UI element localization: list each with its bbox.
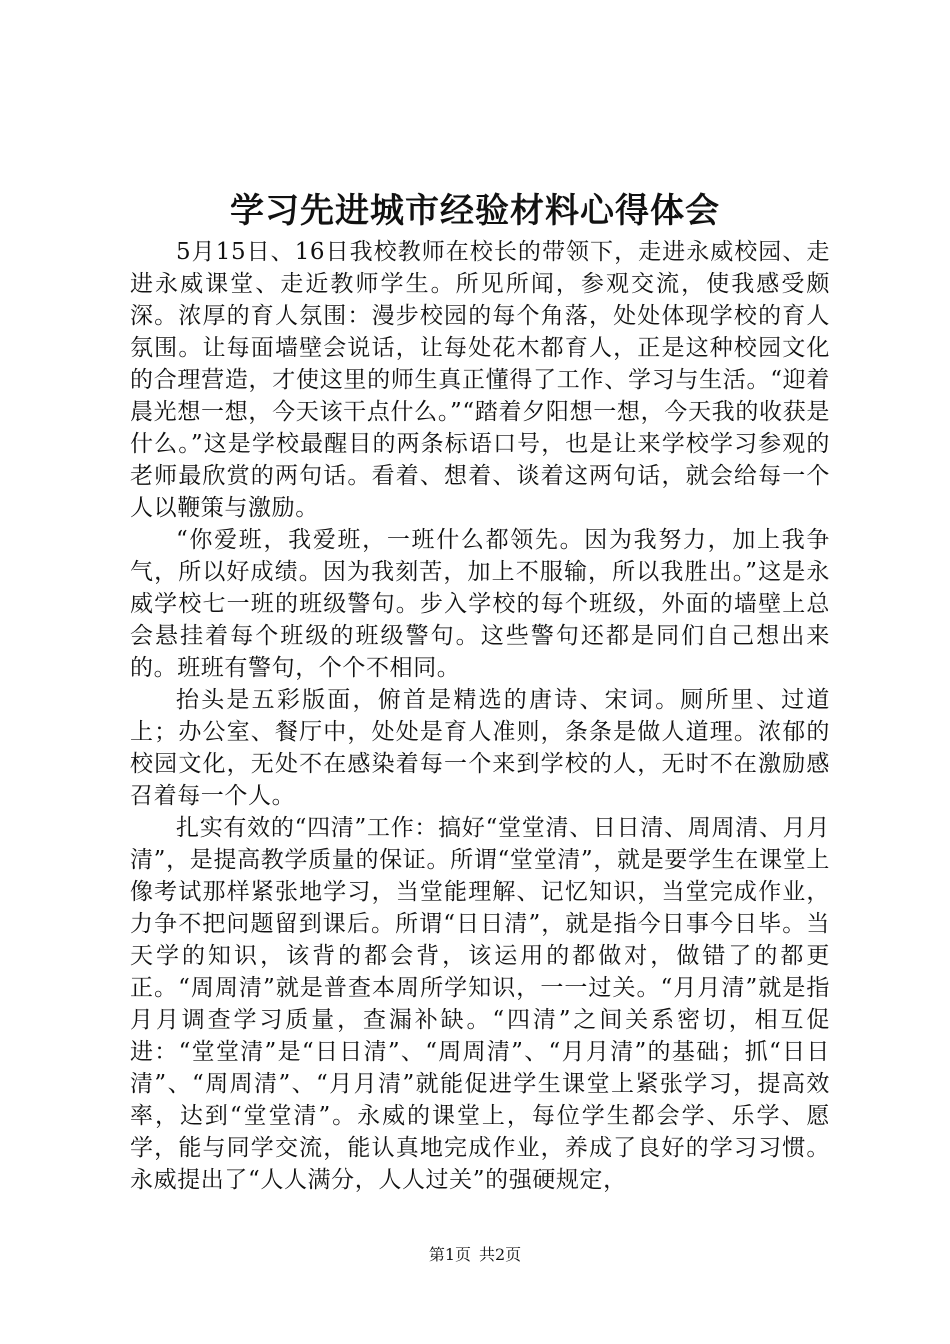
document-body (130, 236, 830, 1196)
paragraph-3: 抬头是五彩版面，俯首是精选的唐诗、宋词。厕所里、过道上；办公室、餐厅中，处处是育人准则，条条是做人道理。浓郁的校园文化，无处不在感染着每一个来到学校的人，无时不在激励感召着每一个人。 (130, 687, 830, 809)
paragraph-1: 5月15日、16日我校教师在校长的带领下，走进永威校园、走进永威课堂、走近教师学生。所见所闻，参观交流，使我感受颇深。浓厚的育人氛围：漫步校园的每个角落，处处体现学校的育人氛围。让每面墙壁会说话，让每处花木都育人，正是这种校园文化的合理营造，才使这里的师生真正懂得了工作、学习与生活。“迎着晨光想一想，今天该干点什么。”“踏着夕阳想一想，今天我的收获是什么。”这是学校最醒目的两条标语口号，也是让来学校学习参观的老师最欣赏的两句话。看着、想着、谈着这两句话，就会给每一个人以鞭策与激励。 (130, 239, 830, 521)
document-title: 学习先进城市经验材料心得体会 (230, 191, 720, 231)
paragraph-4: 扎实有效的“四清”工作：搞好“堂堂清、日日清、周周清、月月清”，是提高教学质量的保证。所谓“堂堂清”，就是要学生在课堂上像考试那样紧张地学习，当堂能理解、记忆知识，当堂完成作业，力争不把问题留到课后。所谓“日日清”，就是指今日事今日毕。当天学的知识，该背的都会背，该运用的都做对，做错了的都更正。“周周清”就是普查本周所学知识，一一过关。“月月清”就是指月月调查学习质量，查漏补缺。“四清”之间关系密切，相互促进：“堂堂清”是“日日清”、“周周清”、“月月清”的基础；抓“日日清”、“周周清”、“月月清”就能促进学生课堂上紧张学习，提高效率，达到“堂堂清”。永威的课堂上，每位学生都会学、乐学、愿学，能与同学交流，能认真地完成作业，养成了良好的学习习惯。永威提出了“人人满分，人人过关”的强硬规定， (130, 815, 830, 1193)
paragraph-2: “你爱班，我爱班，一班什么都领先。因为我努力，加上我争气，所以好成绩。因为我刻苦，加上不服输，所以我胜出。”这是永威学校七一班的班级警句。步入学校的每个班级，外面的墙壁上总会悬挂着每个班级的班级警句。这些警句还都是同们自己想出来的。班班有警句，个个不相同。 (130, 527, 830, 681)
page-total: 共2页 (479, 1245, 522, 1264)
page-number: 第1页 (428, 1245, 471, 1264)
page-footer (0, 1244, 950, 1266)
